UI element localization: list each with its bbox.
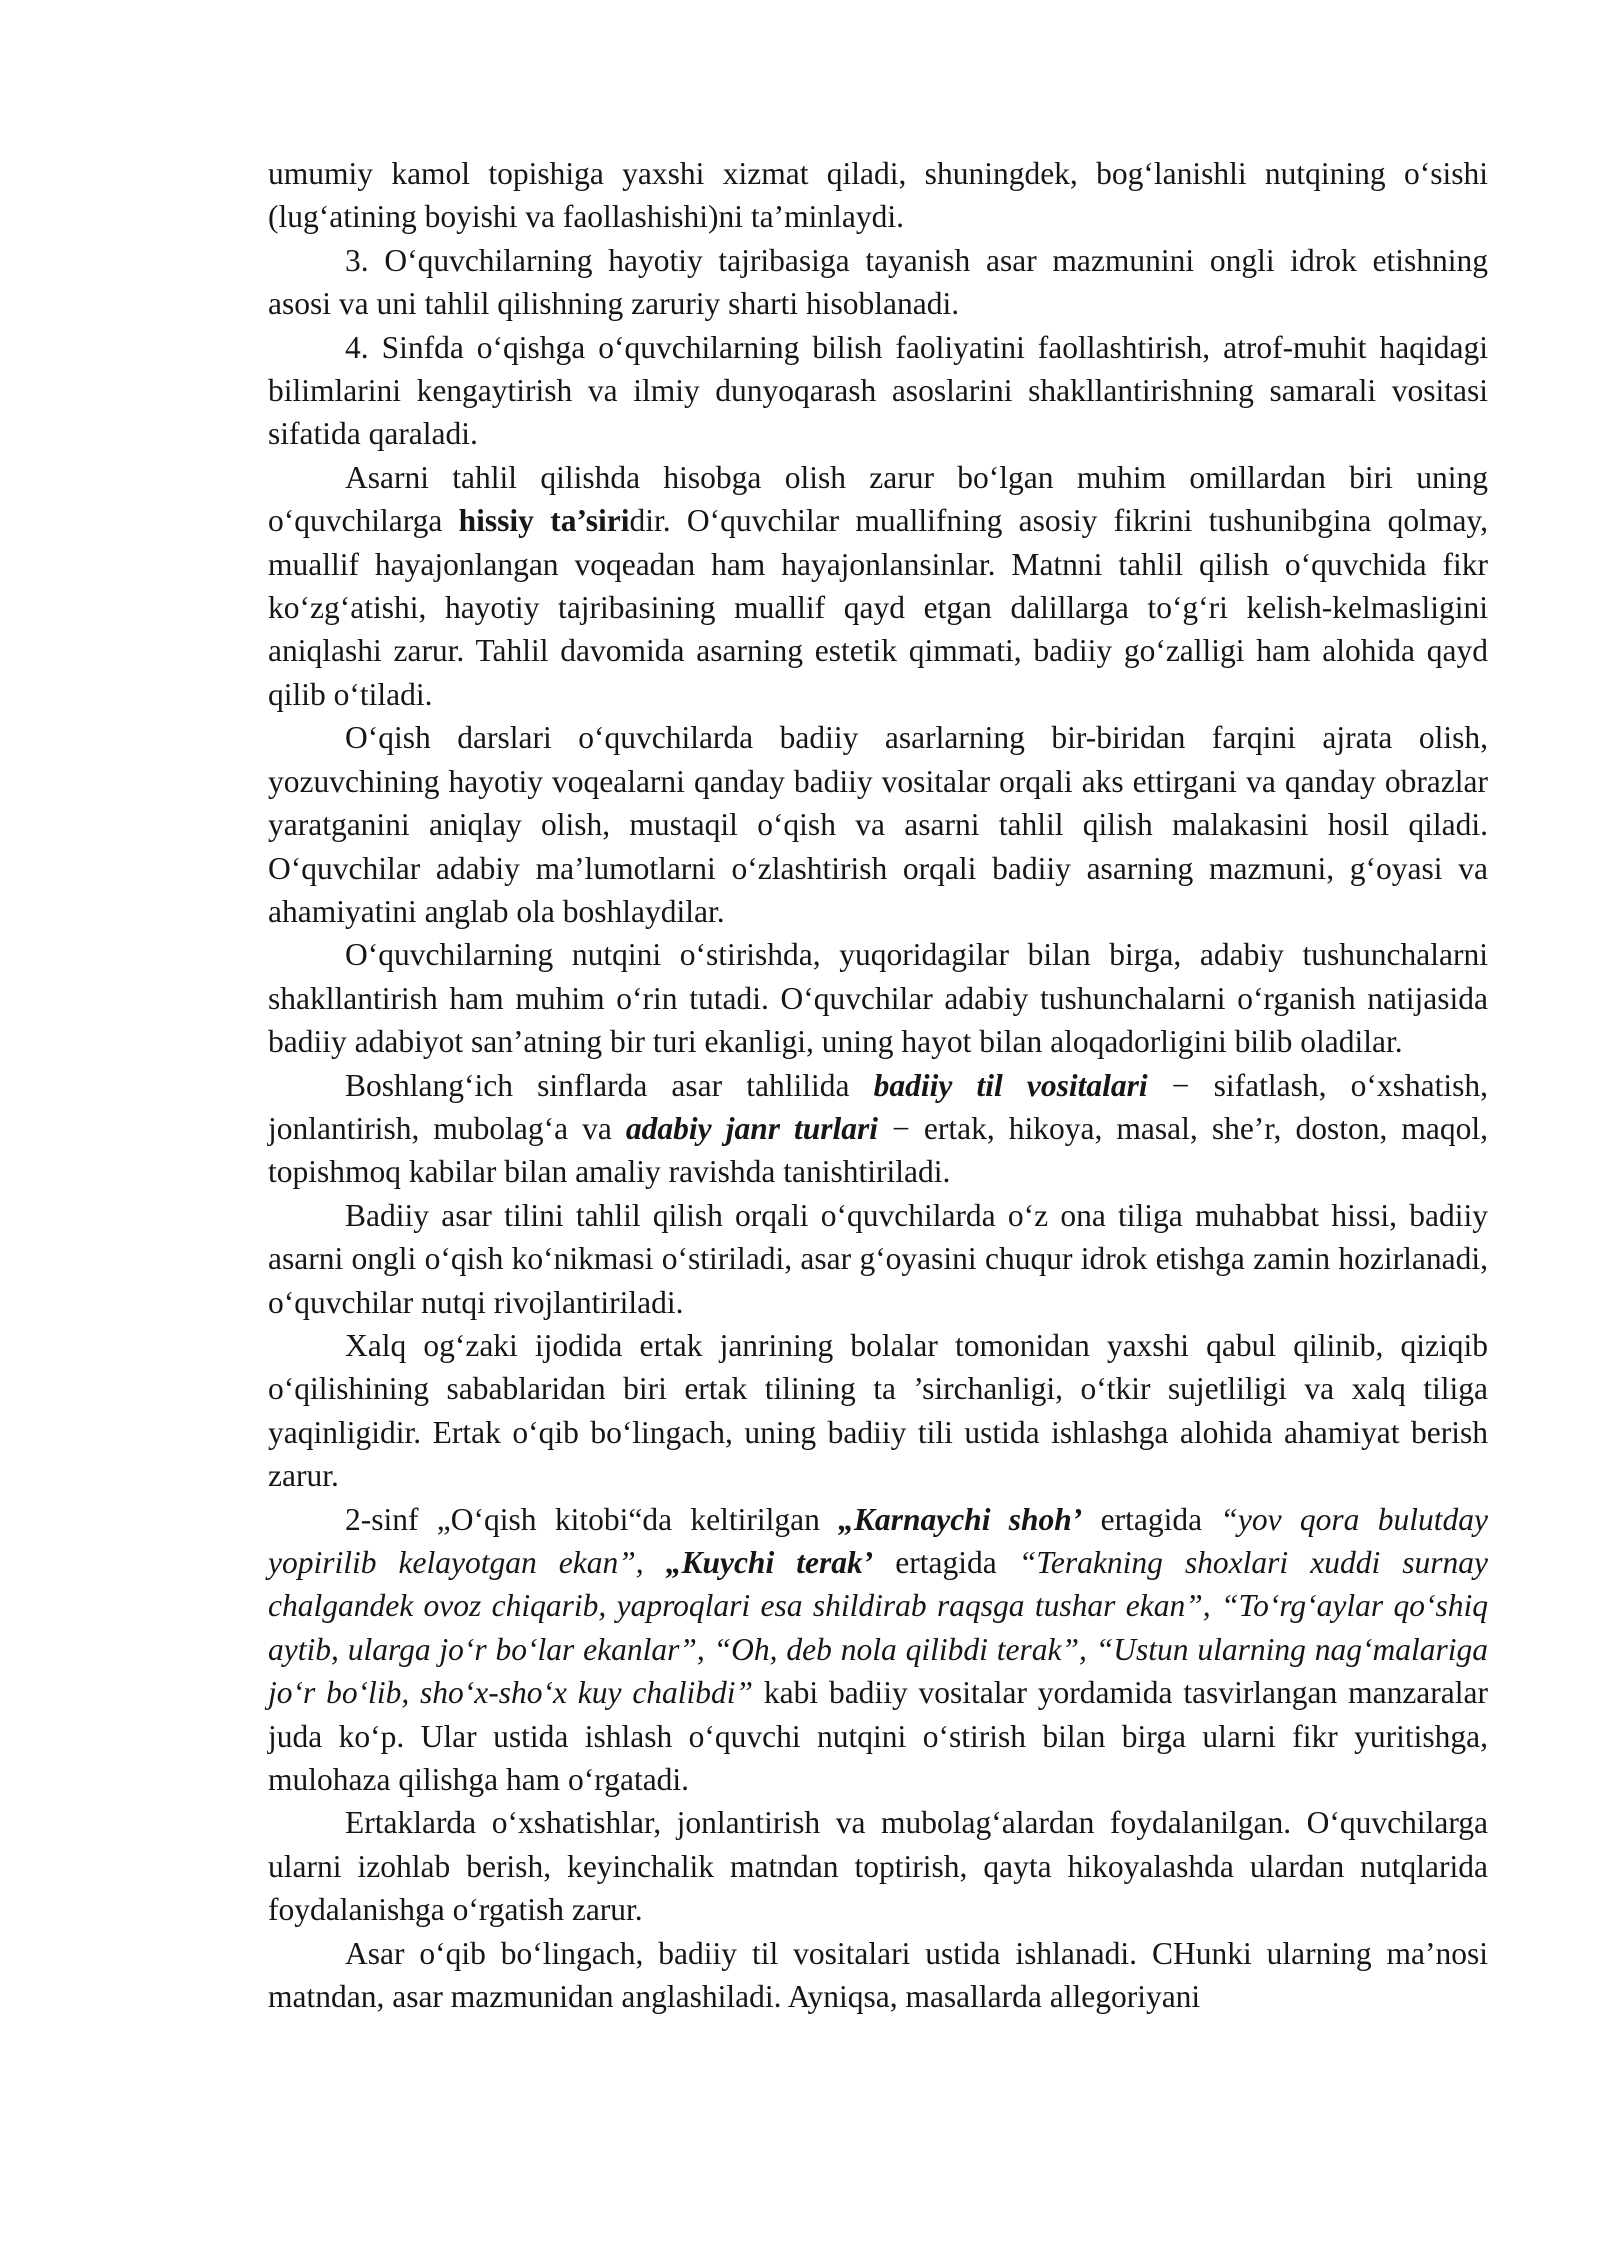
term-text: adabiy janr turlari [625, 1110, 879, 1146]
paragraph-7 [268, 1064, 1488, 1194]
text-run: ertagida [873, 1545, 1019, 1580]
text-run: − sifatlash, o‘xshatish, jonlantirish, mubolag‘a va [268, 1067, 1488, 1146]
body-text [268, 152, 1488, 2018]
text-run: O‘qish darslari o‘quvchilarda badiiy asarlarning bir-biridan farqini ajrata olish, yozuvchining hayotiy voqealarni qanday badiiy vositalar orqali aks ettirgani va qanday obrazlar yaratganini aniqlay olish, mustaqil o‘qish va asarni tahlil qilish malakasini hosil qiladi. O‘quvchilar adabiy ma’lumotlarni o‘zlashtirish orqali badiiy asarning mazmuni, g‘oyasi va ahamiyatini anglab ola boshlaydilar. [268, 720, 1488, 929]
text-run: O‘quvchilarning nutqini o‘stirishda, yuqoridagilar bilan birga, adabiy tushunchalarni shakllantirish ham muhim o‘rin tutadi. O‘quvchilar adabiy tushunchalarni o‘rganish natijasida badiiy adabiyot san’atning bir turi ekanligi, uning hayot bilan aloqadorligini bilib oladilar. [268, 937, 1488, 1060]
text-run: kabi badiiy vositalar yordamida tasvirlangan manzaralar juda ko‘p. Ular ustida ishlash o‘quvchi nutqini o‘stirish bilan birga ularni fikr yuritishga, mulohaza qilishga ham o‘rgatadi. [268, 1675, 1488, 1798]
paragraph-11 [268, 1801, 1488, 1931]
text-run: Badiiy asar tilini tahlil qilish orqali o‘quvchilarda o‘z ona tiliga muhabbat hissi, badiiy asarni ongli o‘qish ko‘nikmasi o‘stiriladi, asar g‘oyasini chuqur idrok etishga zamin hozirlanadi, o‘quvchilar nutqi rivojlantiriladi. [268, 1197, 1488, 1320]
title-text: „Kuychi terak’ [665, 1545, 874, 1580]
bold-italic-title [666, 1545, 874, 1580]
paragraph-4 [268, 456, 1488, 716]
paragraph-12 [268, 1932, 1488, 2019]
text-run [644, 1545, 666, 1580]
text-run: − ertak, hikoya, masal, she’r, doston, maqol, topishmoq kabilar bilan amaliy ravishda tanishtiriladi. [268, 1110, 1488, 1190]
text-run: Ertaklarda o‘xshatishlar, jonlantirish va mubolag‘alardan foydalanilgan. O‘quvchilarga ularni izohlab berish, keyinchalik matndan toptirish, qayta hikoyalashda ulardan nutqlarida foydalanishga o‘rgatish zarur. [268, 1805, 1488, 1928]
text-run: ertagida [1082, 1501, 1221, 1537]
text-run: 2-sinf „O‘qish kitobi“da keltirilgan [345, 1501, 839, 1537]
text-run: Boshlang‘ich sinflarda asar tahlilida [345, 1067, 874, 1103]
title-text: „Karnaychi shoh’ [838, 1501, 1083, 1537]
bold-term: hissiy ta’siri [458, 503, 630, 539]
text-run: 4. Sinfda o‘qishga o‘quvchilarning bilish faoliyatini faollashtirish, atrof-muhit haqidagi bilimlarini kengaytirish va ilmiy dunyoqarash asoslarini shakllantirishning samarali vositasi sifatida qaraladi. [268, 329, 1488, 452]
bold-italic-term [626, 1111, 878, 1146]
text-run: Asarni tahlil qilishda hisobga olish zarur bo‘lgan muhim omillardan biri uning o‘quvchilarga [268, 459, 1488, 539]
text-run: umumiy kamol topishiga yaxshi xizmat qiladi, shuningdek, bog‘lanishli nutqining o‘sishi (lug‘atining boyishi va faollashishi)ni ta’minlaydi. [268, 156, 1488, 235]
paragraph-3 [268, 326, 1488, 456]
paragraph-8 [268, 1194, 1488, 1324]
text-run: 3. O‘quvchilarning hayotiy tajribasiga tayanish asar mazmunini ongli idrok etishning asosi va uni tahlil qilishning zaruriy sharti hisoblanadi. [268, 242, 1488, 322]
term-text: badiiy til vositalari [873, 1067, 1148, 1103]
bold-italic-title [838, 1502, 1082, 1537]
paragraph-1 [268, 152, 1488, 239]
bold-italic-term [874, 1068, 1148, 1103]
paragraph-10 [268, 1498, 1488, 1802]
paragraph-6 [268, 933, 1488, 1063]
italic-quote: “yov qora bulutday yopirilib kelayotgan ekan”, [268, 1501, 1488, 1580]
text-run: Asar o‘qib bo‘lingach, badiiy til vositalari ustida ishlanadi. CHunki ularning ma’nosi matndan, asar mazmunidan anglashiladi. Ayniqsa, masallarda allegoriyani [268, 1935, 1488, 2015]
paragraph-9 [268, 1324, 1488, 1498]
paragraph-2 [268, 239, 1488, 326]
text-run: Xalq og‘zaki ijodida ertak janrining bolalar tomonidan yaxshi qabul qilinib, qiziqib o‘qilishining sabablaridan biri ertak tilining ta ’sirchanligi, o‘tkir sujetliligi va xalq tiliga yaqinligidir. Ertak o‘qib bo‘lingach, uning badiiy tili ustida ishlashga alohida ahamiyat berish zarur. [268, 1327, 1488, 1494]
italic-quote: “Terakning shoxlari xuddi surnay chalgandek ovoz chiqarib, yaproqlari esa shildirab raqsga tushar ekan”, “To‘rg‘aylar qo‘shiq aytib, ularga jo‘r bo‘lar ekanlar”, “Oh, deb nola qilibdi terak”, “Ustun ularning nag‘malariga jo‘r bo‘lib, sho‘x-sho‘x kuy chalibdi” [268, 1545, 1488, 1711]
text-run: dir. O‘quvchilar muallifning asosiy fikrini tushunibgina qolmay, muallif hayajonlangan voqeadan ham hayajonlansinlar. Matnni tahlil qilish o‘quvchida fikr ko‘zg‘atishi, hayotiy tajribasining muallif qayd etgan dalillarga to‘g‘ri kelish-kelmasligini aniqlashi zarur. Tahlil davomida asarning estetik qimmati, badiiy go‘zalligi ham alohida qayd qilib o‘tiladi. [268, 503, 1489, 712]
paragraph-5 [268, 716, 1488, 933]
